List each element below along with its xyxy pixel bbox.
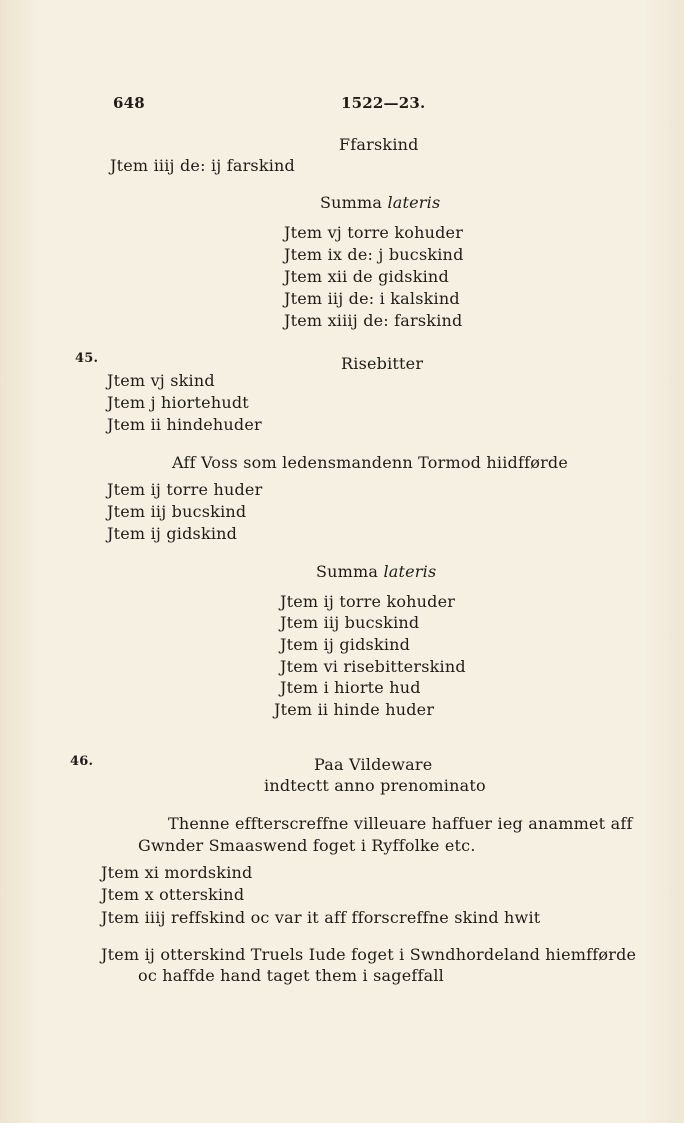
entry-line: Jtem ij gidskind: [280, 635, 411, 654]
entry-line: Jtem xiiij de: farskind: [284, 311, 463, 330]
entry-line: Jtem iij de: i kalskind: [284, 289, 460, 308]
margin-number: 45.: [75, 351, 99, 366]
section-subheading: indtectt anno prenominato: [264, 776, 486, 795]
page-number: 648: [113, 94, 145, 112]
entry-line: Jtem ii hindehuder: [107, 415, 262, 434]
page-years: 1522—23.: [341, 94, 426, 112]
section-heading-ffarskind: Ffarskind: [339, 135, 419, 154]
entry-line: Jtem vj torre kohuder: [284, 223, 464, 242]
summa-word: Summa: [320, 193, 383, 212]
summa-word: Summa: [316, 562, 379, 581]
entry-line: Jtem ix de: j bucskind: [284, 245, 464, 264]
margin-number: 46.: [70, 754, 94, 769]
section-heading-risebitter: Risebitter: [341, 354, 424, 373]
summa-lateris-heading: [320, 193, 440, 213]
paragraph-line: Gwnder Smaaswend foget i Ryffolke etc.: [138, 836, 476, 855]
entry-line: Jtem iiij reffskind oc var it aff fforscreffne skind hwit: [101, 908, 541, 927]
entry-line: oc haffde hand taget them i sageffall: [138, 966, 444, 985]
entry-line: Jtem ij torre kohuder: [280, 592, 456, 611]
entry-line: Jtem vi risebitterskind: [280, 657, 466, 676]
entry-line: Jtem ij otterskind Truels Iude foget i Swndhordeland hiemfførde: [101, 945, 637, 964]
summa-lateris-heading: [316, 562, 436, 582]
entry-line: Jtem vj skind: [107, 371, 215, 390]
entry-line: Jtem iij bucskind: [107, 502, 247, 521]
entry-line: Jtem x otterskind: [101, 885, 245, 904]
lateris-word: lateris: [378, 562, 437, 581]
entry-line: Jtem ij gidskind: [107, 524, 238, 543]
lateris-word: lateris: [382, 193, 441, 212]
entry-line: Jtem ij torre huder: [107, 480, 263, 499]
entry-line: Jtem ii hinde huder: [274, 700, 435, 719]
entry-line: Jtem iij bucskind: [280, 613, 420, 632]
entry-line: Jtem xii de gidskind: [284, 267, 449, 286]
section-heading-voss: Aff Voss som ledensmandenn Tormod hiidfførde: [172, 453, 569, 472]
entry-line: Jtem iiij de: ij farskind: [110, 156, 295, 175]
section-heading-vildeware: Paa Vildeware: [314, 755, 433, 774]
paragraph-line: Thenne effterscreffne villeuare haffuer ieg anammet aff: [168, 814, 633, 833]
entry-line: Jtem xi mordskind: [101, 863, 253, 882]
entry-line: Jtem i hiorte hud: [280, 678, 421, 697]
entry-line: Jtem j hiortehudt: [107, 393, 249, 412]
